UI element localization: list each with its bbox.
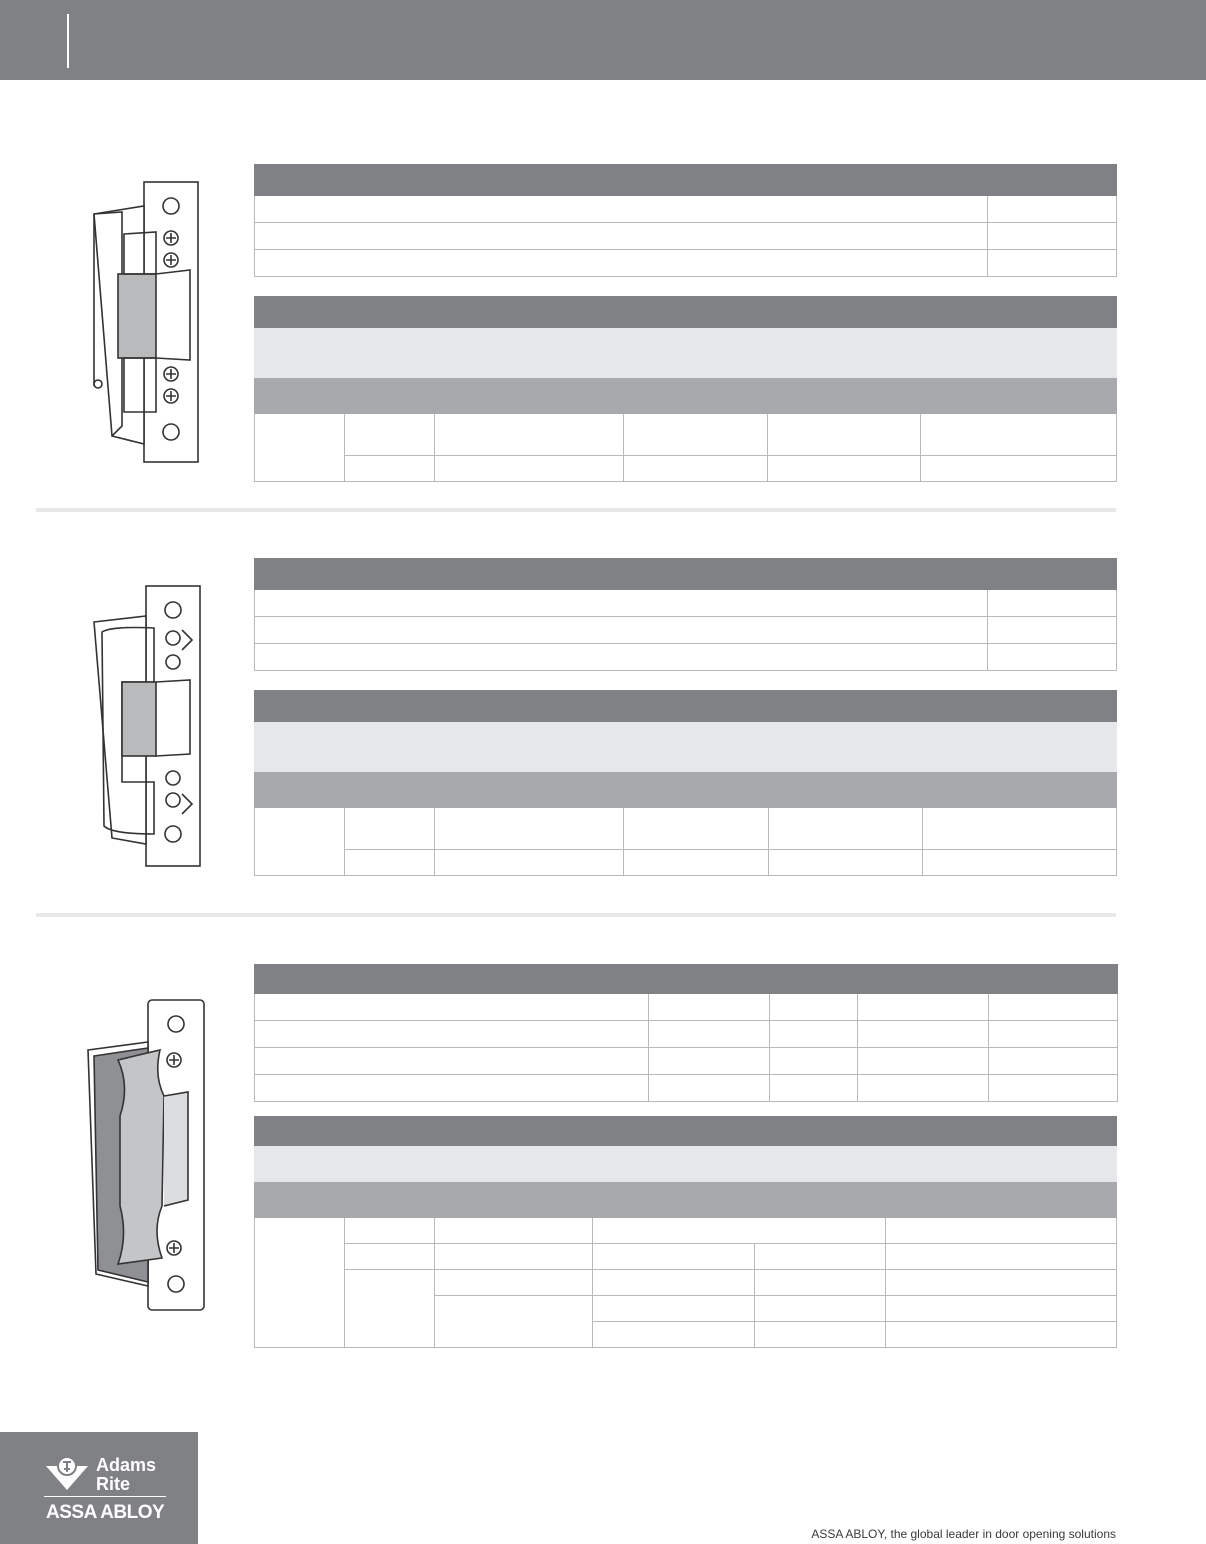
table-header xyxy=(649,965,770,994)
table-cell xyxy=(255,250,988,277)
table-cell xyxy=(768,456,921,482)
electric-strike-curved-lip-icon xyxy=(82,582,212,870)
table-cell xyxy=(858,994,989,1021)
table-cell xyxy=(345,1270,435,1348)
column-header xyxy=(769,722,923,772)
table-cell xyxy=(255,223,988,250)
column-header xyxy=(435,1146,593,1182)
table-cell xyxy=(435,1218,593,1244)
table-cell xyxy=(770,994,858,1021)
table-cell xyxy=(649,994,770,1021)
table-cell xyxy=(345,414,435,456)
table-cell xyxy=(255,196,988,223)
table-cell xyxy=(988,644,1117,671)
column-header xyxy=(255,1146,345,1182)
table-cell xyxy=(886,1296,1117,1322)
table-cell xyxy=(988,590,1117,617)
table-cell xyxy=(649,1021,770,1048)
column-header xyxy=(345,1146,435,1182)
table-header xyxy=(858,965,989,994)
table-cell xyxy=(624,808,769,850)
table-cell xyxy=(255,590,988,617)
table-cell xyxy=(886,1322,1117,1348)
table-cell xyxy=(255,1218,345,1348)
logo-rule xyxy=(44,1496,166,1497)
table-header xyxy=(255,297,1117,328)
column-header xyxy=(921,328,1117,378)
table-cell xyxy=(858,1048,989,1075)
table-cell xyxy=(435,850,624,876)
table-header xyxy=(255,965,649,994)
section-1-model-table xyxy=(254,164,1117,277)
section-1-electrical-table xyxy=(254,296,1117,482)
table-cell xyxy=(624,456,768,482)
table-cell xyxy=(345,1218,435,1244)
column-header xyxy=(255,722,345,772)
table-cell xyxy=(345,1244,435,1270)
table-cell xyxy=(886,1218,1117,1244)
table-header xyxy=(989,965,1118,994)
column-header xyxy=(435,722,624,772)
table-cell xyxy=(593,1296,755,1322)
table-cell xyxy=(988,617,1117,644)
table-cell xyxy=(593,1218,886,1244)
table-header xyxy=(255,1117,1117,1146)
table-cell xyxy=(769,850,923,876)
table-cell xyxy=(989,1021,1118,1048)
table-cell xyxy=(989,994,1118,1021)
table-cell xyxy=(755,1270,886,1296)
column-header xyxy=(593,1146,1117,1182)
table-header xyxy=(255,559,1117,590)
section-3-electrical-table xyxy=(254,1116,1117,1348)
table-cell xyxy=(923,808,1117,850)
table-cell xyxy=(755,1244,886,1270)
section-3-model-table xyxy=(254,964,1118,1102)
table-cell xyxy=(770,1048,858,1075)
table-cell xyxy=(435,1244,593,1270)
table-band xyxy=(255,1182,1117,1218)
table-cell xyxy=(255,1021,649,1048)
header-divider-tick xyxy=(67,14,69,68)
table-cell xyxy=(255,644,988,671)
table-cell xyxy=(435,808,624,850)
table-cell xyxy=(345,808,435,850)
table-cell xyxy=(989,1075,1118,1102)
brand-logo xyxy=(0,1432,198,1544)
table-cell xyxy=(988,223,1117,250)
table-cell xyxy=(755,1296,886,1322)
column-header xyxy=(345,722,435,772)
table-cell xyxy=(755,1322,886,1348)
column-header xyxy=(255,328,345,378)
table-cell xyxy=(593,1322,755,1348)
table-cell xyxy=(255,1075,649,1102)
column-header xyxy=(345,328,435,378)
logo-name-line2: Rite xyxy=(96,1474,131,1494)
section-2-electrical-table xyxy=(254,690,1117,876)
table-cell xyxy=(858,1021,989,1048)
table-cell xyxy=(858,1075,989,1102)
table-cell xyxy=(435,456,624,482)
table-cell xyxy=(921,456,1117,482)
table-cell xyxy=(886,1270,1117,1296)
adams-rite-shield-icon xyxy=(44,1454,90,1492)
table-cell xyxy=(255,1048,649,1075)
table-band xyxy=(255,772,1117,808)
section-divider xyxy=(36,913,1116,917)
table-cell xyxy=(255,414,345,482)
table-cell xyxy=(768,414,921,456)
table-cell xyxy=(435,1296,593,1348)
logo-name xyxy=(96,1456,156,1494)
footer-tagline: ASSA ABLOY, the global leader in door opening solutions xyxy=(811,1527,1116,1541)
table-cell xyxy=(255,617,988,644)
table-cell xyxy=(921,414,1117,456)
table-cell xyxy=(988,250,1117,277)
column-header xyxy=(624,722,769,772)
table-cell xyxy=(624,850,769,876)
table-cell xyxy=(255,808,345,876)
table-cell xyxy=(435,1270,593,1296)
section-divider xyxy=(36,508,1116,512)
table-cell xyxy=(770,1021,858,1048)
table-band xyxy=(255,378,1117,414)
table-cell xyxy=(923,850,1117,876)
table-cell xyxy=(593,1270,755,1296)
table-cell xyxy=(769,808,923,850)
table-cell xyxy=(886,1244,1117,1270)
table-header xyxy=(770,965,858,994)
table-cell xyxy=(649,1075,770,1102)
table-cell xyxy=(345,456,435,482)
table-header xyxy=(255,165,1117,196)
table-cell xyxy=(988,196,1117,223)
page-header-bar xyxy=(0,0,1206,80)
table-cell xyxy=(770,1075,858,1102)
logo-parent-name: ASSA ABLOY xyxy=(46,1502,165,1523)
logo-name-line1: Adams xyxy=(96,1455,157,1475)
column-header xyxy=(435,328,624,378)
table-cell xyxy=(435,414,624,456)
section-2-model-table xyxy=(254,558,1117,671)
column-header xyxy=(923,722,1117,772)
table-header xyxy=(255,691,1117,722)
table-cell xyxy=(989,1048,1118,1075)
table-cell xyxy=(624,414,768,456)
electric-strike-icon xyxy=(82,176,212,468)
table-cell xyxy=(255,994,649,1021)
electric-strike-open-keeper-icon xyxy=(84,996,210,1314)
table-cell xyxy=(345,850,435,876)
table-cell xyxy=(649,1048,770,1075)
column-header xyxy=(624,328,768,378)
column-header xyxy=(768,328,921,378)
table-cell xyxy=(593,1244,755,1270)
